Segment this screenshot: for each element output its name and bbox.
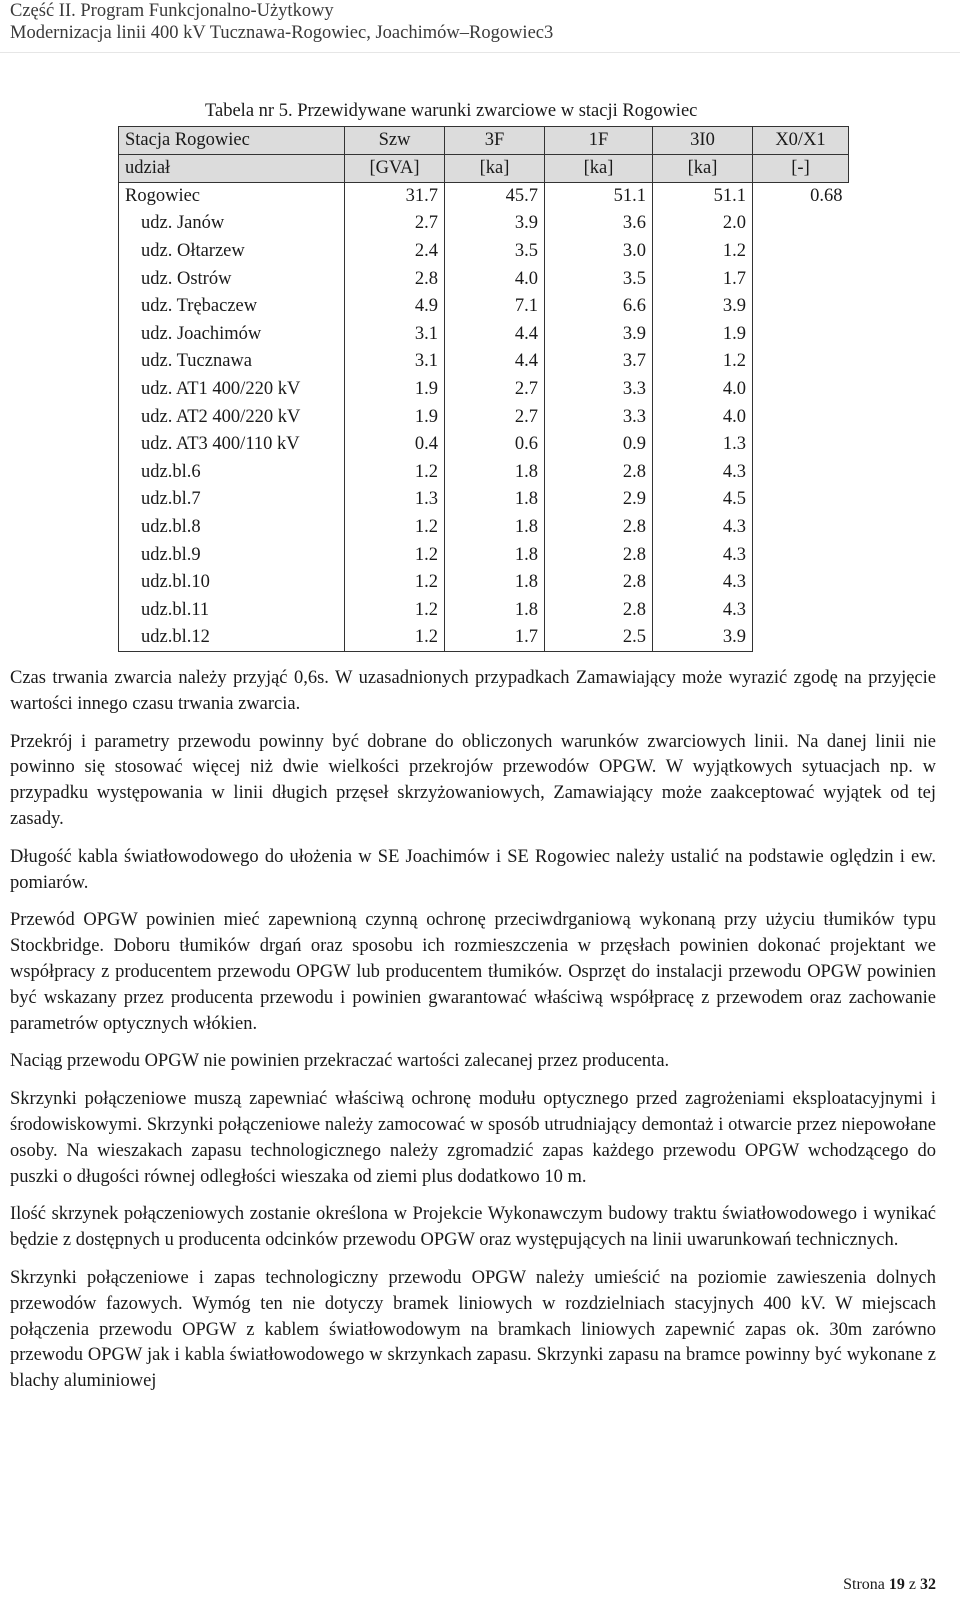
table-cell — [753, 403, 849, 431]
row-label: udz. AT3 400/110 kV — [119, 431, 345, 459]
row-label: udz. AT2 400/220 kV — [119, 403, 345, 431]
table-row — [119, 183, 849, 211]
header-project-title: Modernizacja linii 400 kV Tucznawa-Rogowiec, Joachimów–Rogowiec3 — [10, 23, 554, 43]
table-cell — [753, 486, 849, 514]
table-cell: 4.4 — [445, 348, 545, 376]
paragraph: Skrzynki połączeniowe muszą zapewniać właściwą ochronę modułu optycznego przed zagrożeniami eksploatacyjnymi i środowiskowymi. Skrzynki połączeniowe należy zamocować w sposób utrudniający demontaż i otwarcie przez niepowołane osoby. Na wieszakach zapasu technologicznego należy zgromadzić zapas każdego przewodu OPGW wchodzącego do puszki o długości równej odległości wieszaka od ziemi plus dodatkowo 10 m. — [10, 1089, 936, 1187]
header-part-title: Część II. Program Funkcjonalno-Użytkowy — [10, 1, 334, 21]
column-header: X0/X1 — [753, 127, 849, 155]
row-label: udz. Joachimów — [119, 320, 345, 348]
table-row — [119, 210, 849, 238]
table-cell: 2.5 — [545, 624, 653, 652]
table-cell: 1.8 — [445, 596, 545, 624]
table-cell — [753, 569, 849, 597]
table-cell: 1.2 — [345, 514, 445, 542]
table-row — [119, 569, 849, 597]
row-label: udz. Ołtarzew — [119, 238, 345, 266]
row-label: udz.bl.12 — [119, 624, 345, 652]
table-cell: 3.5 — [545, 265, 653, 293]
table-cell — [753, 265, 849, 293]
table-row — [119, 348, 849, 376]
table-row — [119, 541, 849, 569]
table-cell — [753, 624, 849, 652]
table-cell: 51.1 — [653, 183, 753, 211]
table-cell: 2.7 — [445, 403, 545, 431]
table-cell: 1.8 — [445, 486, 545, 514]
table-cell — [753, 348, 849, 376]
unit-header: [ka] — [545, 155, 653, 183]
row-label: udz.bl.9 — [119, 541, 345, 569]
table-cell: 6.6 — [545, 293, 653, 321]
table-row — [119, 320, 849, 348]
table-cell — [753, 293, 849, 321]
table-caption: Tabela nr 5. Przewidywane warunki zwarciowe w stacji Rogowiec — [205, 101, 698, 121]
row-label: udz.bl.8 — [119, 514, 345, 542]
table-cell: 1.2 — [653, 348, 753, 376]
column-header: Stacja Rogowiec — [119, 127, 345, 155]
table-cell: 2.8 — [545, 514, 653, 542]
table-row — [119, 596, 849, 624]
row-label: udz. Ostrów — [119, 265, 345, 293]
table-cell: 2.9 — [545, 486, 653, 514]
table-cell: 0.4 — [345, 431, 445, 459]
table-cell: 51.1 — [545, 183, 653, 211]
paragraph: Naciąg przewodu OPGW nie powinien przekraczać wartości zalecanej przez producenta. — [10, 1051, 670, 1072]
table-cell — [753, 210, 849, 238]
table-cell: 1.2 — [345, 596, 445, 624]
table-cell: 3.5 — [445, 238, 545, 266]
total-pages: 32 — [920, 1576, 936, 1593]
table-cell: 1.7 — [653, 265, 753, 293]
paragraph: Ilość skrzynek połączeniowych zostanie określona w Projekcie Wykonawczym budowy traktu światłowodowego i wynikać będzie z dostępnych u producenta odcinków przewodu OPGW oraz występujących na linii uwarunkowań technicznych. — [10, 1204, 936, 1251]
table-row — [119, 403, 849, 431]
table-row — [119, 486, 849, 514]
table-cell: 0.68 — [810, 186, 843, 207]
body-text — [10, 666, 936, 1407]
table-header-row — [119, 127, 849, 155]
table-cell — [753, 376, 849, 404]
table-cell: 3.3 — [545, 376, 653, 404]
table-cell: 45.7 — [445, 183, 545, 211]
paragraph: Czas trwania zwarcia należy przyjąć 0,6s. W uzasadnionych przypadkach Zamawiający może wyrazić zgodę na przyjęcie wartości innego czasu trwania zwarcia. — [10, 668, 936, 714]
table-cell: 1.3 — [653, 431, 753, 459]
table-cell: 2.7 — [445, 376, 545, 404]
table-cell: 3.9 — [445, 210, 545, 238]
table-cell: 2.8 — [345, 265, 445, 293]
table-cell: 1.8 — [445, 458, 545, 486]
table-cell: 3.9 — [545, 320, 653, 348]
table-cell: 0.9 — [545, 431, 653, 459]
table-cell — [753, 431, 849, 459]
column-header: 3F — [445, 127, 545, 155]
table-row — [119, 238, 849, 266]
column-header: Szw — [345, 127, 445, 155]
column-header: 3I0 — [653, 127, 753, 155]
table-cell: 4.3 — [653, 569, 753, 597]
table-cell: 1.2 — [345, 569, 445, 597]
short-circuit-table — [118, 126, 849, 652]
table-cell: 1.8 — [445, 569, 545, 597]
table-cell: 0.6 — [445, 431, 545, 459]
table-body — [119, 183, 849, 652]
table-cell: 2.7 — [345, 210, 445, 238]
table-cell: 4.9 — [345, 293, 445, 321]
table-cell: 3.1 — [345, 348, 445, 376]
table-cell: 2.0 — [653, 210, 753, 238]
table-cell: 3.3 — [545, 403, 653, 431]
table-cell: 2.8 — [545, 541, 653, 569]
paragraph: Przekrój i parametry przewodu powinny być dobrane do obliczonych warunków zwarciowych linii. Na danej linii nie powinno się stosować więcej niż dwie wielkości przekrojów przewodów OPGW. W wyjątkowych sytuacjach np. w przypadku występowania w linii długich przęseł skrzyżowaniowych, Zamawiający może zaakceptować wyjątek od tej zasady. — [10, 731, 936, 829]
table-units-row — [119, 155, 849, 183]
table-cell: 4.3 — [653, 514, 753, 542]
row-label: udz. Tucznawa — [119, 348, 345, 376]
table-cell: 3.9 — [653, 624, 753, 652]
table-row — [119, 293, 849, 321]
table-row — [119, 458, 849, 486]
table-cell: 4.3 — [653, 458, 753, 486]
unit-header: [ka] — [653, 155, 753, 183]
table-cell: 1.2 — [345, 541, 445, 569]
table-cell — [753, 541, 849, 569]
table-cell — [753, 514, 849, 542]
row-label: udz.bl.10 — [119, 569, 345, 597]
column-header: 1F — [545, 127, 653, 155]
paragraph: Długość kabla światłowodowego do ułożenia w SE Joachimów i SE Rogowiec należy ustalić na podstawie oględzin i ew. pomiarów. — [10, 846, 936, 893]
page-number — [843, 1575, 936, 1595]
row-label: udz. Trębaczew — [119, 293, 345, 321]
page-separator: z — [908, 1576, 916, 1593]
row-label: udz.bl.11 — [119, 596, 345, 624]
table-cell: 1.8 — [445, 514, 545, 542]
table-row — [119, 265, 849, 293]
table-cell: 31.7 — [345, 183, 445, 211]
paragraph: Przewód OPGW powinien mieć zapewnioną czynną ochronę przeciwdrganiową wykonaną przy użyciu tłumików typu Stockbridge. Doboru tłumików drgań oraz sposobu ich rozmieszczenia w przęsłach powinien dokonać projektant we współpracy z producentem przewodu OPGW lub producentem tłumików. Osprzęt do instalacji przewodu OPGW powinien być wskazany przez producenta przewodu i powinien gwarantować właściwą współpracę z przewodem oraz zachowanie parametrów optycznych włókien. — [10, 910, 936, 1034]
row-label: udz. AT1 400/220 kV — [119, 376, 345, 404]
table-cell: 2.4 — [345, 238, 445, 266]
table-cell: 4.0 — [653, 403, 753, 431]
table-cell: 1.2 — [653, 238, 753, 266]
table-cell: 1.9 — [653, 320, 753, 348]
table-cell: 4.3 — [653, 596, 753, 624]
table-cell: 1.9 — [345, 376, 445, 404]
row-label: udz.bl.6 — [119, 458, 345, 486]
table-cell — [753, 320, 849, 348]
table-cell: 4.4 — [445, 320, 545, 348]
table-cell: 4.0 — [653, 376, 753, 404]
table-cell: 3.9 — [653, 293, 753, 321]
unit-header: [ka] — [445, 155, 545, 183]
table-row — [119, 514, 849, 542]
row-label: udz.bl.7 — [119, 486, 345, 514]
table-cell: 1.9 — [345, 403, 445, 431]
unit-header: [GVA] — [345, 155, 445, 183]
table-cell: 7.1 — [445, 293, 545, 321]
table-cell: 4.0 — [445, 265, 545, 293]
table-cell: 3.7 — [545, 348, 653, 376]
table-cell: 4.3 — [653, 541, 753, 569]
table-row — [119, 624, 849, 652]
table-row — [119, 431, 849, 459]
table-row — [119, 376, 849, 404]
table-cell — [753, 458, 849, 486]
current-page: 19 — [888, 1576, 905, 1593]
page-header — [10, 0, 940, 44]
table-cell: 1.3 — [345, 486, 445, 514]
table-cell: 2.8 — [545, 569, 653, 597]
table-cell: 3.6 — [545, 210, 653, 238]
header-divider — [0, 52, 960, 53]
table-cell: 4.5 — [653, 486, 753, 514]
row-label: Rogowiec — [119, 183, 345, 211]
table-cell — [753, 238, 849, 266]
table-cell: 1.2 — [345, 624, 445, 652]
table-cell: 1.8 — [445, 541, 545, 569]
paragraph: Skrzynki połączeniowe i zapas technologiczny przewodu OPGW należy umieścić na poziomie zawieszenia dolnych przewodów fazowych. Wymóg ten nie dotyczy bramek liniowych w rozdzielniach stacyjnych 400 kV. W miejscach połączenia przewodu OPGW z kablem światłowodowym na bramkach liniowych zapewnić zapas ok. 30m zarówno przewodu OPGW jak i kabla światłowodowego w skrzynkach zapasu. Skrzynki zapasu na bramce powinny być wykonane z blachy aluminiowej — [10, 1267, 936, 1392]
table-cell: 1.2 — [345, 458, 445, 486]
table-cell: 1.7 — [445, 624, 545, 652]
unit-header: udział — [119, 155, 345, 183]
row-label: udz. Janów — [119, 210, 345, 238]
table-cell: 2.8 — [545, 596, 653, 624]
page-label: Strona — [843, 1576, 885, 1593]
table-cell: 3.0 — [545, 238, 653, 266]
unit-header: [-] — [753, 155, 849, 183]
table-cell: 2.8 — [545, 458, 653, 486]
table-cell: 3.1 — [345, 320, 445, 348]
table-cell — [753, 596, 849, 624]
